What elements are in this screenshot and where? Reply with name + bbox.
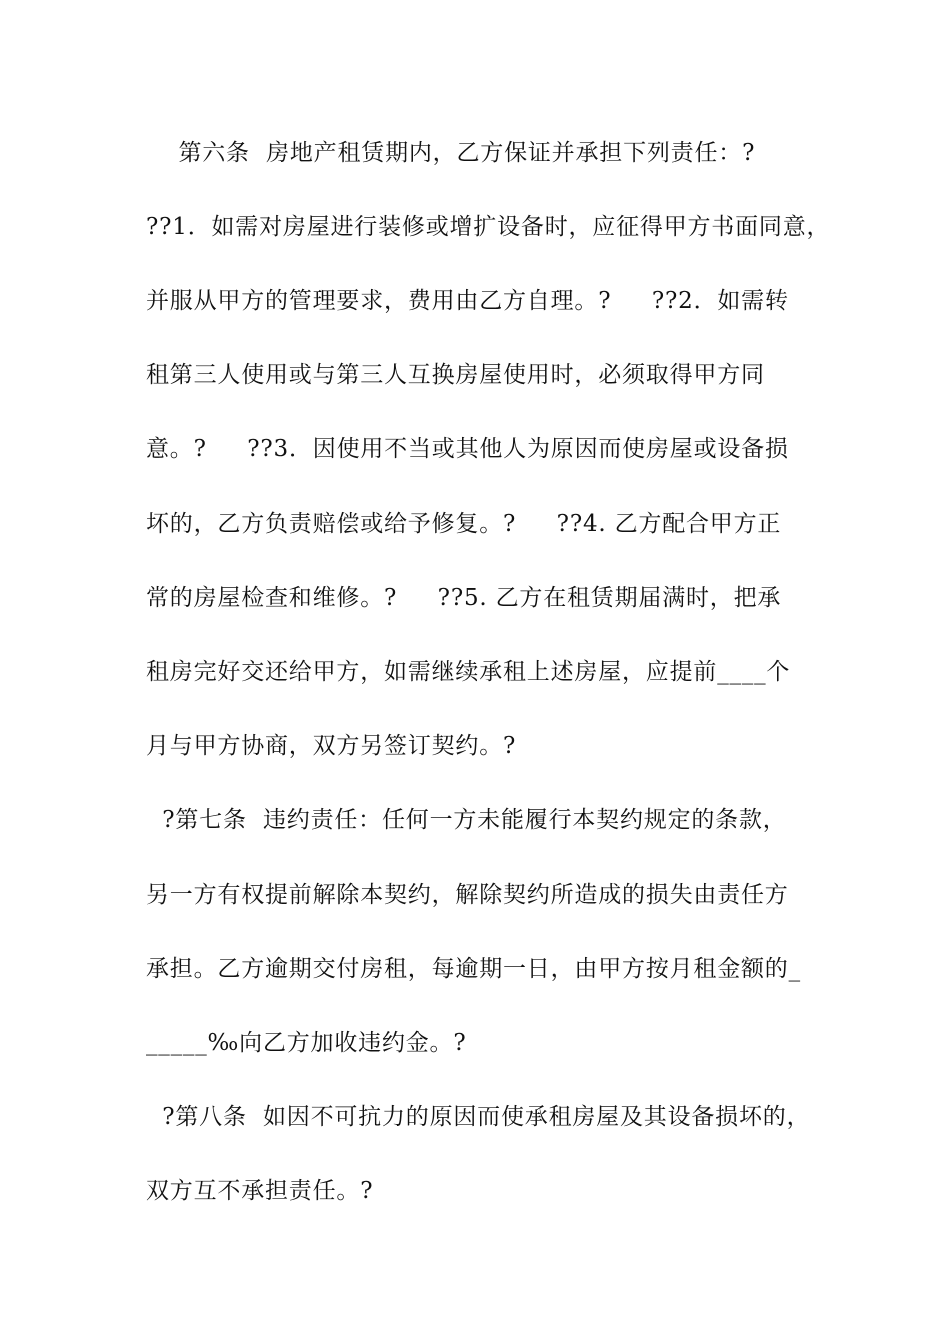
text-line-2: ??1．如需对房屋进行装修或增扩设备时，应征得甲方书面同意， (146, 214, 831, 240)
text-line-11: 另一方有权提前解除本契约，解除契约所造成的损失由责任方 (146, 882, 789, 908)
text-line-6: 坏的，乙方负责赔偿或给予修复。? ??4. 乙方配合甲方正 (146, 511, 782, 537)
text-line-9: 月与甲方协商，双方另签订契约。? (146, 733, 517, 759)
text-line-12: 承担。乙方逾期交付房租，每逾期一日，由甲方按月租金额的_ (146, 956, 801, 982)
text-line-10: ?第七条 违约责任：任何一方未能履行本契约规定的条款， (146, 807, 787, 833)
text-line-5: 意。? ??3．因使用不当或其他人为原因而使房屋或设备损 (146, 436, 789, 462)
text-line-3: 并服从甲方的管理要求，费用由乙方自理。? ??2．如需转 (146, 288, 789, 314)
text-line-8: 租房完好交还给甲方，如需继续承租上述房屋，应提前____个 (146, 659, 791, 685)
text-line-15: 双方互不承担责任。? (146, 1178, 374, 1204)
text-line-13: _____‰向乙方加收违约金。? (146, 1030, 467, 1056)
text-line-7: 常的房屋检查和维修。? ??5. 乙方在租赁期届满时，把承 (146, 585, 782, 611)
text-line-1: 第六条 房地产租赁期内，乙方保证并承担下列责任：? (146, 140, 756, 166)
text-line-4: 租第三人使用或与第三人互换房屋使用时，必须取得甲方同 (146, 362, 765, 388)
text-line-14: ?第八条 如因不可抗力的原因而使承租房屋及其设备损坏的， (146, 1104, 811, 1130)
